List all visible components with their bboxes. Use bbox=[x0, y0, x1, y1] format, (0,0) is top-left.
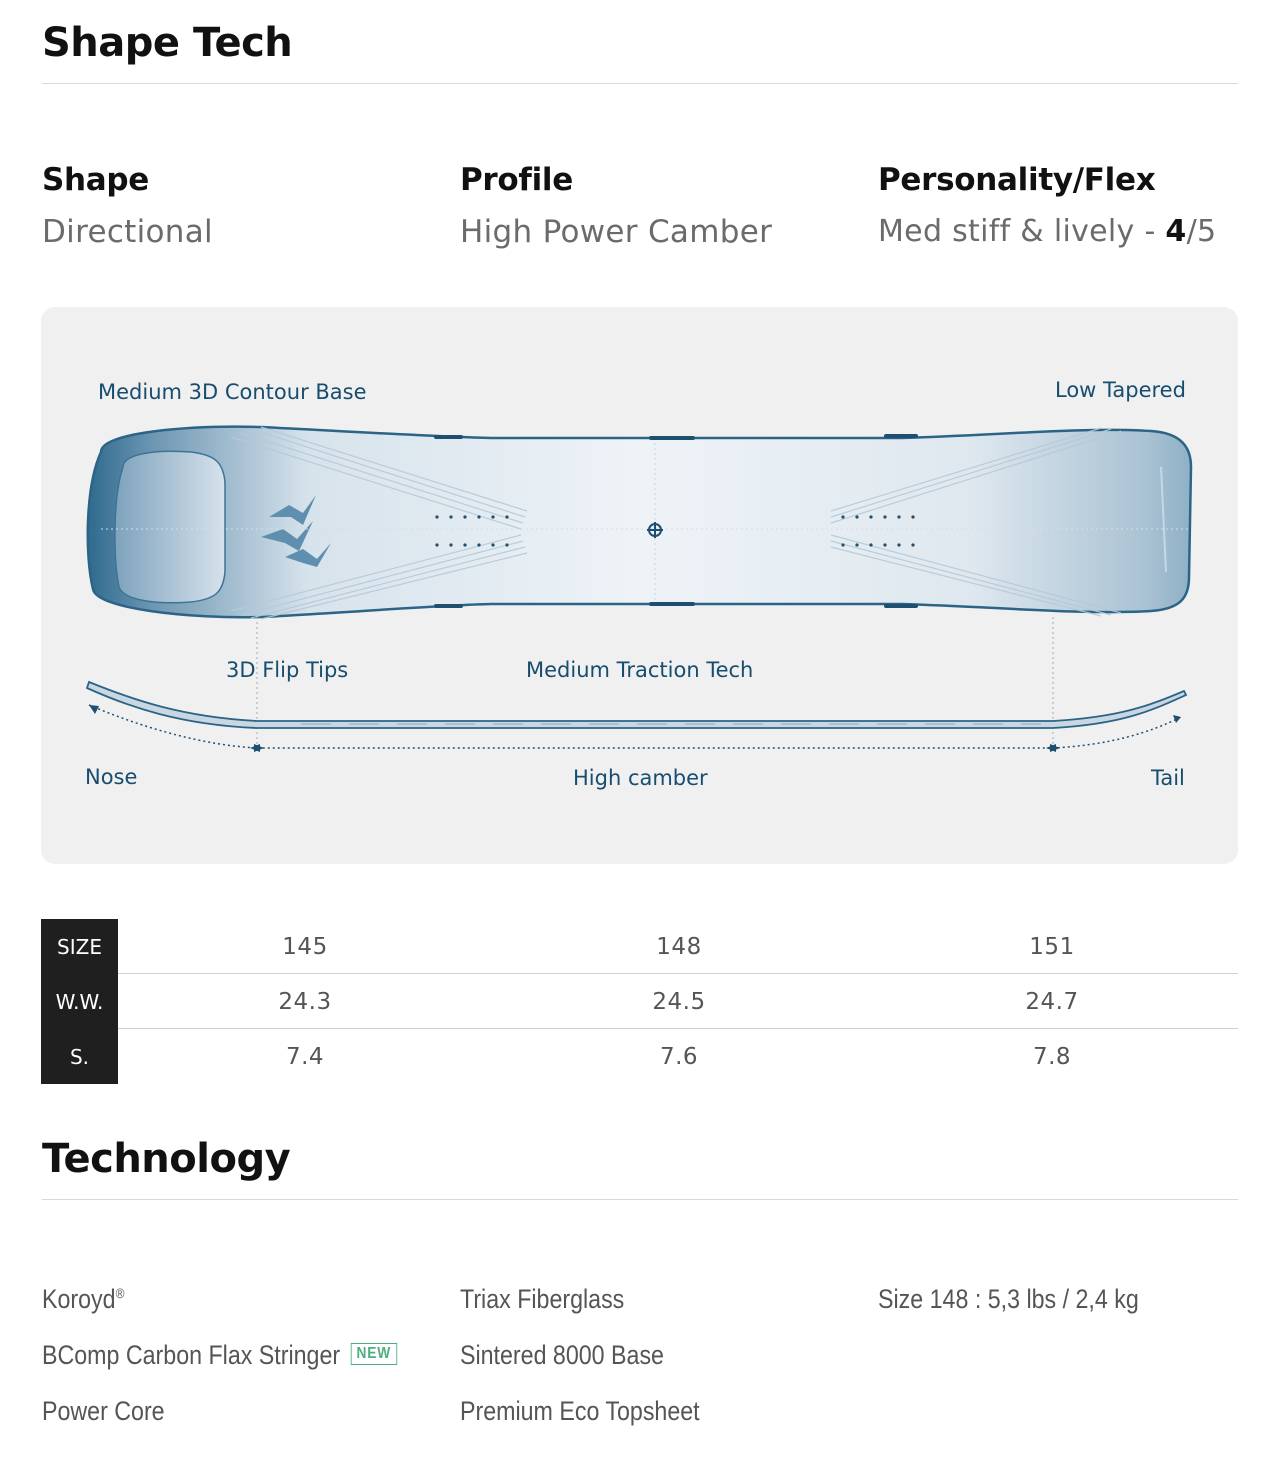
tech-item: Power Core bbox=[42, 1396, 165, 1426]
tech-item: Koroyd® bbox=[42, 1284, 125, 1314]
tech-item: Sintered 8000 Base bbox=[460, 1340, 664, 1370]
table-cell: 151 bbox=[1029, 933, 1075, 960]
table-cell: 145 bbox=[282, 933, 328, 960]
flex-rating: 4 bbox=[1165, 214, 1187, 249]
table-cell: 7.8 bbox=[1032, 1043, 1072, 1070]
spec-label: Personality/Flex bbox=[878, 162, 1156, 198]
spec-label: Profile bbox=[460, 162, 573, 198]
size-table bbox=[41, 919, 1238, 1084]
divider bbox=[42, 83, 1238, 84]
table-row bbox=[41, 919, 1238, 974]
tech-item: BComp Carbon Flax Stringer NEW bbox=[42, 1340, 397, 1371]
table-row bbox=[41, 974, 1238, 1029]
flex-prefix: Med stiff & lively - bbox=[878, 214, 1166, 249]
board-diagram bbox=[41, 307, 1238, 864]
arrow-left-icon bbox=[89, 705, 99, 714]
new-badge: NEW bbox=[350, 1343, 397, 1365]
spec-value: High Power Camber bbox=[460, 214, 773, 250]
row-header: W.W. bbox=[41, 974, 118, 1029]
table-cell: 24.3 bbox=[278, 988, 332, 1015]
label-low-tapered: Low Tapered bbox=[1055, 378, 1186, 402]
table-cell: 24.7 bbox=[1025, 988, 1079, 1015]
table-cell: 7.4 bbox=[285, 1043, 325, 1070]
spec-personality-flex bbox=[878, 162, 1216, 249]
spec-profile bbox=[460, 162, 772, 250]
board-weight: Size 148 : 5,3 lbs / 2,4 kg bbox=[878, 1284, 1139, 1314]
tech-item: Triax Fiberglass bbox=[460, 1284, 625, 1314]
arrow-right-icon bbox=[1173, 715, 1181, 723]
table-cell: 24.5 bbox=[652, 988, 706, 1015]
label-traction-tech: Medium Traction Tech bbox=[526, 658, 754, 682]
nose-contour bbox=[115, 451, 225, 603]
tech-item: Premium Eco Topsheet bbox=[460, 1396, 700, 1426]
spec-shape bbox=[42, 162, 213, 250]
flex-scale: /5 bbox=[1186, 214, 1217, 249]
board-side-profile bbox=[87, 682, 1186, 728]
table-cell: 7.6 bbox=[659, 1043, 699, 1070]
spec-value bbox=[878, 214, 1216, 249]
divider bbox=[42, 1199, 1238, 1200]
registered-mark: ® bbox=[115, 1285, 125, 1301]
row-header: S. bbox=[41, 1029, 118, 1084]
label-high-camber: High camber bbox=[573, 766, 708, 790]
table-cell: 148 bbox=[656, 933, 702, 960]
label-contour-base: Medium 3D Contour Base bbox=[98, 380, 367, 404]
spec-label: Shape bbox=[42, 162, 150, 198]
table-row bbox=[41, 1029, 1238, 1084]
label-nose: Nose bbox=[85, 765, 138, 789]
label-tail: Tail bbox=[1151, 766, 1185, 790]
row-header: SIZE bbox=[41, 919, 118, 974]
technology-title: Technology bbox=[42, 1136, 291, 1182]
label-flip-tips: 3D Flip Tips bbox=[226, 658, 349, 682]
spec-value: Directional bbox=[42, 214, 213, 250]
shape-tech-title: Shape Tech bbox=[42, 20, 293, 66]
